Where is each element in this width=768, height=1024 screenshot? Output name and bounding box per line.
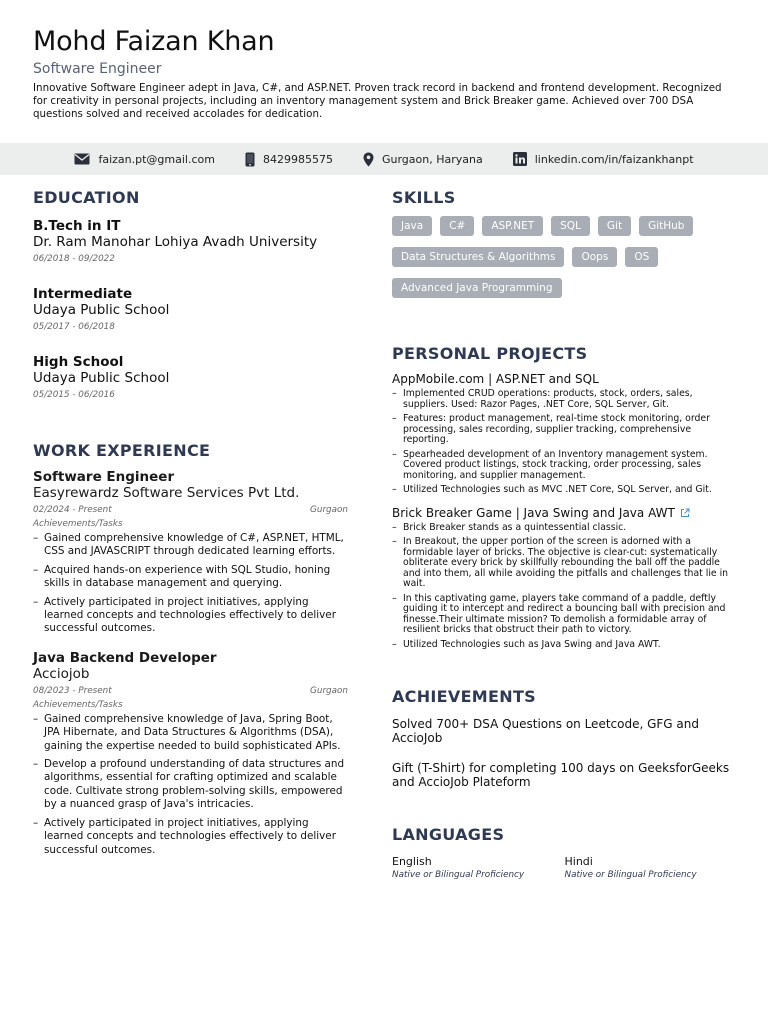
mail-icon [74, 153, 90, 165]
project-bullet: – Brick Breaker stands as a quintessential classic. [392, 523, 737, 534]
project-bullet: – Implemented CRUD operations: products, stock, orders, sales, suppliers. Used: Razor Pages, .NET Core, SQL Server, Git. [392, 389, 737, 410]
location-pin-icon [363, 152, 374, 167]
resume-header [33, 26, 733, 121]
summary-text: Innovative Software Engineer adept in Java, C#, and ASP.NET. Proven track record in backend and frontend development. Recognized for creativity in personal projects, including an inventory management system and Brick Breaker game. Achieved over 700 DSA questions solved and received accolades for dedication. [33, 82, 722, 120]
phone-icon [245, 152, 255, 167]
language-item [565, 855, 738, 881]
language-name: Hindi [564, 855, 593, 868]
left-column [33, 188, 348, 862]
languages-list [392, 855, 737, 881]
project-title [392, 372, 737, 387]
job-bullet: – Develop a profound understanding of data structures and algorithms, essential for crafting optimized and scalable code. Cultivate strong problem-solving skills, empowered by a nuanced grasp of Java's intricacies. [33, 758, 348, 812]
education-item [33, 354, 348, 401]
candidate-role: Software Engineer [33, 61, 162, 77]
job-location: Gurgaon [310, 685, 348, 696]
job-location: Gurgaon [310, 505, 348, 515]
edu-degree: Intermediate [33, 286, 133, 302]
language-name: English [392, 855, 432, 868]
edu-school: Udaya Public School [33, 370, 170, 386]
skills-section [392, 188, 737, 298]
project-bullet: – Spearheaded development of an Inventory management system. Covered product listings, stock tracking, order processing, sales monitoring, and supplier management. [392, 450, 737, 482]
job-meta [33, 685, 348, 697]
job-bullet: – Gained comprehensive knowledge of C#, ASP.NET, HTML, CSS and JAVASCRIPT through dedicated learning efforts. [33, 532, 348, 559]
achievement-item: Solved 700+ DSA Questions on Leetcode, GFG and AccioJob [392, 717, 699, 745]
job-company: Easyrewardz Software Services Pvt Ltd. [33, 485, 300, 501]
edu-dates: 05/2017 - 06/2018 [33, 322, 115, 332]
job-company: Acciojob [33, 665, 90, 682]
language-item [392, 855, 565, 881]
skills-title: SKILLS [392, 188, 456, 207]
contact-bar [0, 143, 768, 175]
job-meta [33, 504, 348, 516]
language-level: Native or Bilingual Proficiency [564, 870, 697, 880]
job-item [33, 469, 348, 636]
project-bullets [392, 389, 737, 496]
project-bullet: – Utilized Technologies such as Java Swing and Java AWT. [392, 640, 737, 651]
education-item [33, 286, 348, 333]
edu-degree: B.Tech in IT [33, 218, 121, 234]
right-column [392, 188, 737, 881]
experience-title: WORK EXPERIENCE [33, 441, 211, 460]
skill-tag: SQL [551, 216, 590, 236]
languages-section [392, 825, 737, 881]
project-item [392, 506, 737, 651]
contact-location [363, 152, 483, 167]
projects-section [392, 344, 737, 650]
skill-tag: Oops [572, 247, 617, 267]
job-bullets [33, 713, 348, 857]
job-dates: 02/2024 - Present [33, 505, 112, 515]
project-bullet: – In this captivating game, players take command of a paddle, deftly guiding it to intercept and redirect a bouncing ball with precision and finesse.Their ultimate mission? To demolish a formidable array of resilient bricks that obstruct their path to victory. [392, 594, 737, 636]
project-bullet: – Features: product management, real-time stock monitoring, order processing, sales recording, supplier tracking, comprehensive reporting. [392, 414, 737, 446]
candidate-name: Mohd Faizan Khan [33, 26, 275, 57]
job-bullets [33, 532, 348, 636]
job-dates: 08/2023 - Present [33, 685, 112, 696]
project-title [392, 506, 737, 521]
edu-school: Dr. Ram Manohar Lohiya Avadh University [33, 234, 318, 250]
job-bullet: – Actively participated in project initiatives, applying learned concepts and technologies effectively to deliver successful outcomes. [33, 817, 348, 857]
job-bullet: – Gained comprehensive knowledge of Java, Spring Boot, JPA Hibernate, and Data Structures & Algorithms (DSA), gaining the expertise needed to build sophisticated APIs. [33, 713, 348, 753]
projects-title: PERSONAL PROJECTS [392, 344, 588, 363]
project-title-text: AppMobile.com | ASP.NET and SQL [392, 372, 599, 386]
achievements-section [392, 687, 737, 789]
contact-linkedin[interactable] [513, 152, 694, 166]
job-subtitle: Achievements/Tasks [33, 519, 123, 529]
project-bullet: – Utilized Technologies such as MVC .NET Core, SQL Server, and Git. [392, 485, 737, 496]
skill-tag: Git [598, 216, 631, 236]
job-bullet: – Actively participated in project initiatives, applying learned concepts and technologies effectively to deliver successful outcomes. [33, 596, 348, 636]
experience-section [33, 441, 348, 857]
job-title: Java Backend Developer [33, 649, 217, 666]
edu-dates: 06/2018 - 09/2022 [33, 254, 115, 264]
job-subtitle: Achievements/Tasks [33, 699, 123, 710]
project-bullets [392, 523, 737, 651]
email-text[interactable]: faizan.pt@gmail.com [98, 152, 215, 166]
skill-tag: ASP.NET [482, 216, 543, 236]
skill-tag: OS [625, 247, 658, 267]
education-item [33, 218, 348, 265]
achievements-title: ACHIEVEMENTS [392, 687, 536, 706]
education-section [33, 188, 348, 401]
edu-degree: High School [33, 354, 124, 370]
external-link-icon[interactable] [680, 508, 690, 518]
skill-tag: Java [392, 216, 432, 236]
job-bullet: – Acquired hands-on experience with SQL Studio, honing skills in database management and querying. [33, 564, 348, 591]
contact-email[interactable] [74, 153, 215, 166]
linkedin-text[interactable]: linkedin.com/in/faizankhanpt [534, 152, 694, 166]
education-title: EDUCATION [33, 188, 140, 207]
linkedin-icon [513, 152, 527, 166]
edu-school: Udaya Public School [33, 302, 170, 318]
skill-tag: Advanced Java Programming [392, 278, 562, 298]
job-title: Software Engineer [33, 469, 175, 485]
job-item [33, 650, 348, 857]
phone-text[interactable]: 8429985575 [262, 152, 333, 166]
skill-tag: GitHub [639, 216, 693, 236]
skills-list [392, 216, 732, 298]
language-level: Native or Bilingual Proficiency [392, 870, 525, 880]
project-title-text: Brick Breaker Game | Java Swing and Java AWT [392, 505, 675, 520]
skill-tag: Data Structures & Algorithms [392, 247, 564, 267]
achievement-item: Gift (T-Shirt) for completing 100 days on GeeksforGeeks and AccioJob Plateform [392, 761, 730, 789]
project-bullet: – In Breakout, the upper portion of the screen is adorned with a formidable layer of bricks. The objective is clear-cut: systematically obliterate every brick by skillfully rebounding the ball off the paddle and into them, all while avoiding the pitfalls and challenges that lie in wait. [392, 537, 737, 590]
edu-dates: 05/2015 - 06/2016 [33, 390, 115, 400]
skill-tag: C# [440, 216, 474, 236]
contact-phone[interactable] [245, 152, 333, 167]
location-text: Gurgaon, Haryana [381, 152, 483, 166]
project-item [392, 372, 737, 496]
languages-title: LANGUAGES [392, 825, 505, 844]
